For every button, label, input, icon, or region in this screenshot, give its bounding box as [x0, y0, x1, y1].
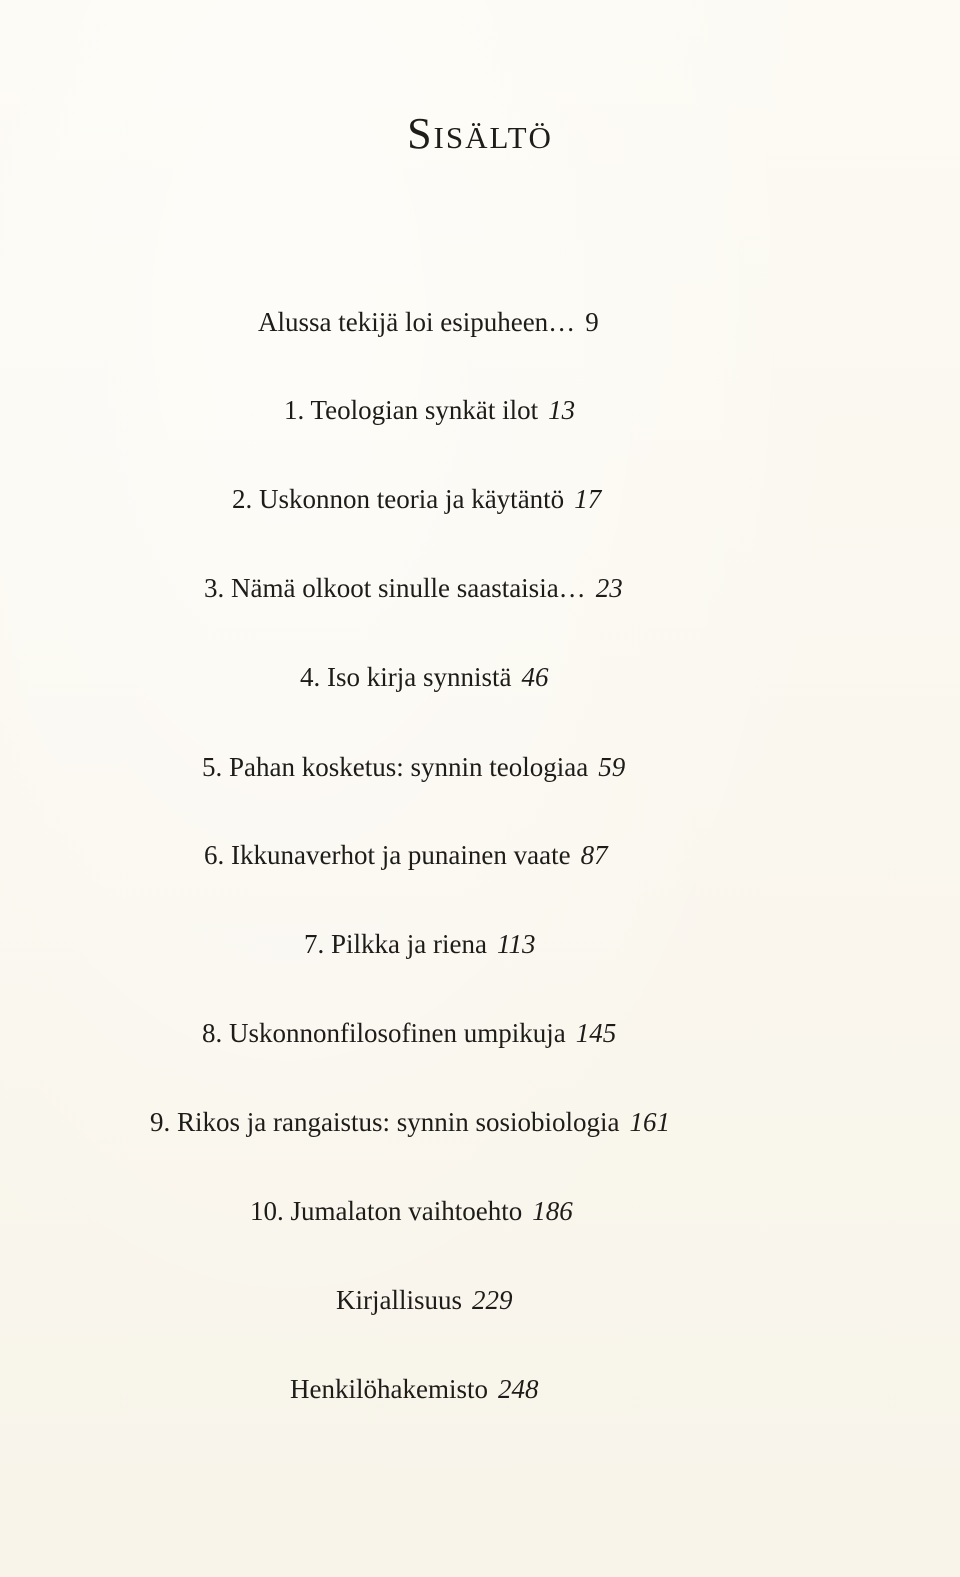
toc-entry-title: 1. Teologian synkät ilot [284, 395, 539, 425]
toc-entry-page: 17 [574, 484, 602, 514]
toc-entry-title: 9. Rikos ja rangaistus: synnin sosiobiologia [150, 1107, 620, 1137]
toc-entry [202, 750, 625, 784]
toc-entry-title: 5. Pahan kosketus: synnin teologiaa [202, 752, 589, 782]
toc-entry-page: 161 [629, 1107, 670, 1137]
toc-entry-page: 145 [575, 1018, 617, 1048]
toc-entry [232, 482, 601, 516]
toc-entry [258, 305, 599, 339]
toc-entry-page: 229 [472, 1285, 513, 1315]
toc-entry [250, 1194, 573, 1228]
toc-entry [336, 1283, 513, 1317]
toc-entry-title: 10. Jumalaton vaihtoehto [250, 1196, 523, 1226]
toc-entry-page: 186 [532, 1196, 573, 1226]
toc-entry-title: 4. Iso kirja synnistä [300, 662, 512, 692]
toc-entry-title: 2. Uskonnon teoria ja käytäntö [232, 484, 565, 514]
toc-entry-page: 9 [585, 307, 599, 337]
toc-entry [150, 1105, 670, 1139]
toc-entry-title: Alussa tekijä loi esipuheen… [258, 307, 576, 337]
toc-entry [290, 1372, 538, 1406]
toc-entry-page: 59 [598, 752, 626, 782]
toc-entry-page: 113 [496, 929, 536, 959]
toc-entry-page: 23 [595, 573, 623, 603]
toc-entry [204, 571, 623, 605]
toc-entry [202, 1016, 616, 1050]
toc-entry [300, 660, 548, 694]
toc-entry [284, 393, 575, 427]
toc-entry-title: 7. Pilkka ja riena [304, 929, 487, 959]
toc-entry-page: 46 [521, 662, 549, 692]
toc-entry [304, 927, 535, 961]
page-title: Sisältö [407, 109, 553, 158]
toc-entry-title: Kirjallisuus [336, 1285, 462, 1315]
toc-entry-title: 6. Ikkunaverhot ja punainen vaate [204, 840, 571, 870]
toc-entry-title: Henkilöhakemisto [290, 1374, 488, 1404]
toc-entry-page: 248 [497, 1374, 539, 1404]
toc-entry-title: 8. Uskonnonfilosofinen umpikuja [202, 1018, 566, 1048]
toc-entry [204, 838, 608, 872]
toc-entry-page: 87 [580, 840, 608, 870]
toc-entry-title: 3. Nämä olkoot sinulle saastaisia… [204, 573, 586, 603]
toc-entry-page: 13 [548, 395, 576, 425]
